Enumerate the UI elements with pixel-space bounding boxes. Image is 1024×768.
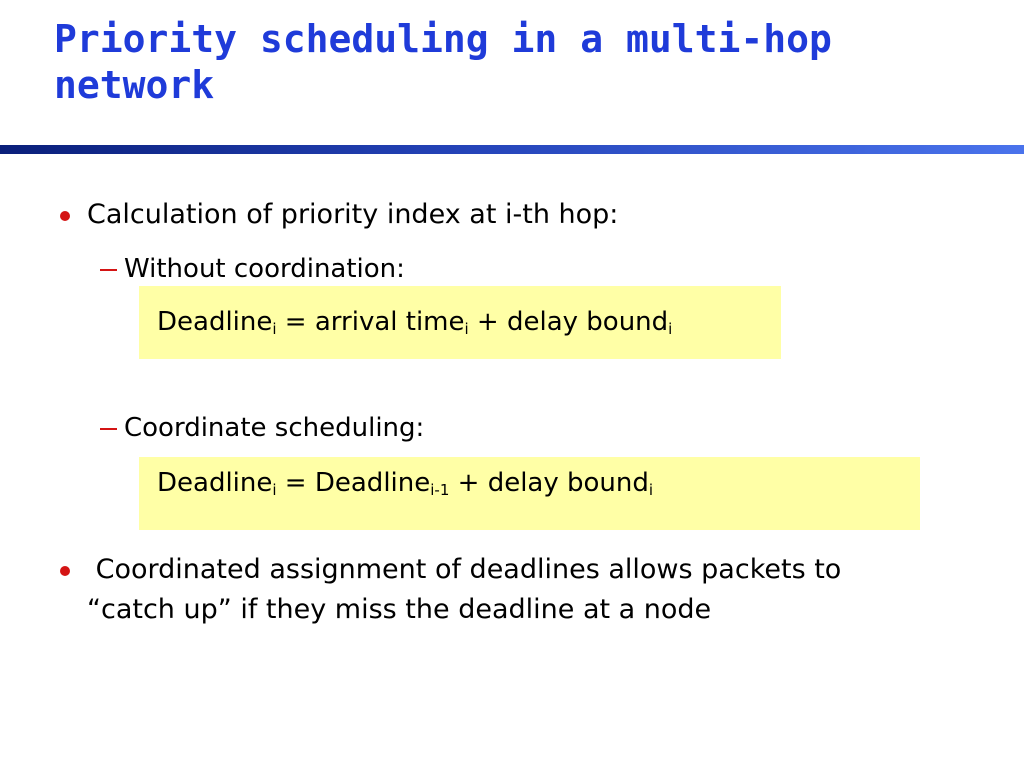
- formula: [157, 465, 653, 501]
- formula-box: [139, 286, 781, 359]
- formula-text: + delay bound: [449, 468, 649, 498]
- formula-text: + delay bound: [468, 307, 669, 337]
- formula-text: Deadline: [157, 307, 273, 337]
- formula-subscript: i: [648, 481, 654, 499]
- formula-text: = Deadline: [276, 468, 431, 498]
- formula-text: = arrival time: [276, 307, 465, 337]
- dash-icon: [100, 269, 117, 271]
- sub-item-label: Coordinate scheduling:: [124, 413, 425, 443]
- formula-subscript: i: [272, 320, 277, 338]
- bullet-text: Coordinated assignment of deadlines allows packets to “catch up” if they miss the deadline at a node: [87, 554, 850, 625]
- formula-subscript: i: [668, 320, 673, 338]
- bullet-item: [60, 195, 960, 235]
- formula-text: Deadline: [157, 468, 273, 498]
- title-divider: [0, 145, 1024, 154]
- bullet-dot-icon: [60, 211, 70, 221]
- bullet-item: [60, 550, 930, 630]
- sub-item: [100, 251, 405, 287]
- sub-item: [100, 410, 424, 446]
- bullet-dot-icon: [60, 566, 70, 576]
- sub-item-label: Without coordination:: [124, 254, 405, 284]
- formula: [157, 304, 672, 340]
- slide-title: Priority scheduling in a multi-hop network: [54, 17, 832, 107]
- dash-icon: [100, 428, 117, 430]
- bullet-text: Calculation of priority index at i-th hop:: [87, 199, 619, 230]
- formula-subscript: i: [272, 481, 277, 499]
- formula-subscript: i: [464, 320, 469, 338]
- formula-subscript: i-1: [430, 481, 450, 499]
- formula-box: [139, 457, 920, 530]
